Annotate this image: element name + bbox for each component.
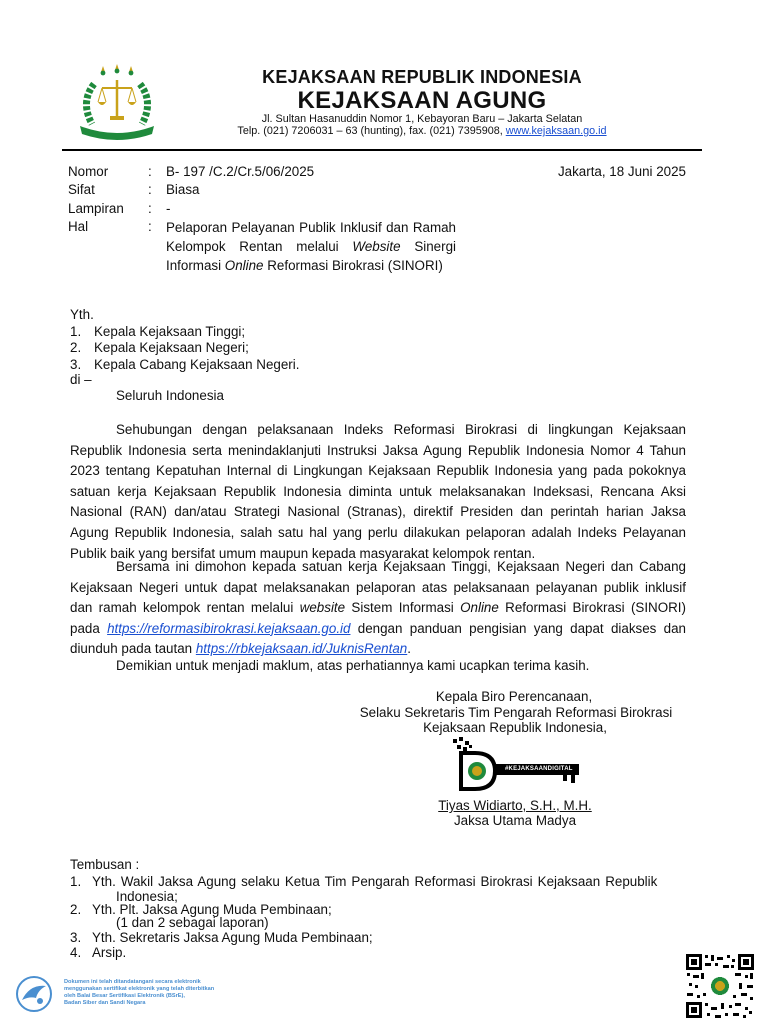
- tembusan-number: 4.: [70, 945, 82, 960]
- sifat-value: Biasa: [166, 182, 200, 197]
- website-link[interactable]: www.kejaksaan.go.id: [505, 125, 607, 137]
- di-label: di –: [70, 372, 92, 387]
- addressee-number: 1.: [70, 324, 82, 339]
- addressee-text: Kepala Cabang Kejaksaan Negeri.: [94, 357, 300, 372]
- letter-date: Jakarta, 18 Juni 2025: [557, 164, 686, 179]
- sinori-link[interactable]: https://reformasibirokrasi.kejaksaan.go.id: [107, 620, 351, 636]
- body-paragraph-2: [70, 557, 686, 660]
- tembusan-title: Tembusan :: [70, 857, 140, 872]
- bsre-text-line: Dokumen ini telah ditandatangani secara elektronik: [64, 979, 201, 985]
- tembusan-number: 3.: [70, 930, 82, 945]
- contact-phone-fax: Telp. (021) 7206031 – 63 (hunting), fax. (021) 7395908,: [237, 125, 506, 137]
- bsre-text-line: oleh Balai Besar Sertifikasi Elektronik (BSrE),: [64, 993, 185, 999]
- hal-text-italic: Website: [352, 239, 401, 254]
- tembusan-number: 2.: [70, 902, 82, 917]
- signature-title-3: Kejaksaan Republik Indonesia,: [423, 720, 607, 735]
- addressee-number: 3.: [70, 357, 82, 372]
- addressee-text: Kepala Kejaksaan Negeri;: [94, 340, 249, 355]
- addressee-text: Kepala Kejaksaan Tinggi;: [94, 324, 246, 339]
- nomor-label: Nomor: [68, 164, 109, 179]
- paragraph-text: Bersama ini dimohon kepada satuan kerja Kejaksaan Tinggi, Kejaksaan Negeri dan Cabang Kejaksaan Negeri untuk dapat melaksanakan pelaporan atas pelaksanaan pelayanan publik inklusif dan ramah kelompok rentan melalui: [70, 559, 686, 616]
- hal-text: Reformasi Birokrasi (SINORI): [263, 258, 443, 273]
- paragraph-text: Sehubungan dengan pelaksanaan Indeks Reformasi Birokrasi di lingkungan Kejaksaan Republik Indonesia serta menindaklanjuti Instruksi Jaksa Agung Republik Indonesia Nomor 4 Tahun 2023 tentang Kepatuhan Internal di Lingkungan Kejaksaan Republik Indonesia yang pada pokoknya satuan kerja Kejaksaan Republik Indonesia diminta untuk melaksanakan Indeksasi, Rencana Aksi Nasional (RAN) dan/atau Strategi Nasional (Stranas), direktif Presiden dan perintah harian Jaksa Agung Republik Indonesia, salah satu hal yang perlu dilakukan pelaporan adalah Indeks Pelayanan Publik baik yang bersifat umum maupun kepada masyarakat kelompok rentan.: [70, 422, 686, 561]
- nomor-value: B- 197 /C.2/Cr.5/06/2025: [166, 164, 315, 179]
- institution-contact: [200, 125, 644, 137]
- header-divider: [62, 149, 702, 151]
- tembusan-number: 1.: [70, 874, 82, 889]
- lampiran-label: Lampiran: [68, 201, 124, 216]
- kejaksaan-emblem: [72, 62, 162, 142]
- addressee-location: Seluruh Indonesia: [116, 388, 224, 403]
- verification-qr-code: [685, 953, 755, 1019]
- paragraph-text: dengan panduan pengisian yang dapat diakses dan diunduh pada tautan: [70, 620, 686, 657]
- tembusan-text: Yth. Sekretaris Jaksa Agung Muda Pembinaan;: [92, 930, 373, 945]
- signatory-name: Tiyas Widiarto, S.H., M.H.: [438, 798, 592, 813]
- colon: :: [148, 182, 152, 197]
- institution-address: Jl. Sultan Hasanuddin Nomor 1, Kebayoran Baru – Jakarta Selatan: [261, 113, 583, 125]
- tembusan-continuation: (1 dan 2 sebagai laporan): [116, 915, 269, 930]
- signatory-rank: Jaksa Utama Madya: [453, 813, 577, 828]
- hal-text: Pelaporan Pelayanan Publik Inklusif dan Ramah Kelompok Rentan melalui: [166, 220, 456, 254]
- paragraph-italic: Online: [460, 600, 499, 616]
- bsre-text-line: Badan Siber dan Sandi Negara: [64, 1000, 146, 1006]
- juknis-link[interactable]: https://rbkejaksaan.id/JuknisRentan: [195, 641, 408, 657]
- institution-name: KEJAKSAAN REPUBLIK INDONESIA: [262, 67, 582, 87]
- yth-label: Yth.: [70, 307, 94, 322]
- hal-text-italic: Online: [224, 258, 264, 273]
- tembusan-text: Yth. Plt. Jaksa Agung Muda Pembinaan;: [92, 902, 332, 917]
- hal-text: Sinergi Informasi: [166, 239, 457, 273]
- colon: :: [148, 164, 152, 179]
- lampiran-value: -: [166, 201, 171, 216]
- badge-text: #KEJAKSAANDIGITAL: [505, 766, 573, 772]
- paragraph-text: Sistem Informasi: [345, 600, 461, 616]
- addressee-number: 2.: [70, 340, 82, 355]
- sifat-label: Sifat: [68, 182, 95, 197]
- body-paragraph-1: [70, 420, 686, 564]
- tembusan-text: Yth. Wakil Jaksa Agung selaku Ketua Tim Pengarah Reformasi Birokrasi Kejaksaan Republik: [92, 874, 658, 889]
- tembusan-text: Arsip.: [92, 945, 127, 960]
- paragraph-italic: website: [299, 600, 346, 616]
- paragraph-text: Reformasi Birokrasi (SINORI) pada: [70, 600, 686, 636]
- signature-title-1: Kepala Biro Perencanaan,: [435, 689, 593, 704]
- colon: :: [148, 219, 152, 234]
- hal-subject: [166, 218, 456, 275]
- bsre-logo-icon: [12, 974, 58, 1014]
- tembusan-continuation: Indonesia;: [116, 889, 178, 904]
- digital-signature-badge: [453, 737, 583, 795]
- colon: :: [148, 201, 152, 216]
- paragraph-text: Demikian untuk menjadi maklum, atas perhatiannya kami ucapkan terima kasih.: [116, 658, 590, 673]
- bsre-text-line: menggunakan sertifikat elektronik yang telah diterbitkan: [64, 986, 215, 992]
- body-paragraph-3: [70, 656, 686, 677]
- bsre-notice: [64, 979, 244, 1007]
- institution-unit: KEJAKSAAN AGUNG: [297, 87, 547, 114]
- signature-title-2: Selaku Sekretaris Tim Pengarah Reformasi Birokrasi: [359, 705, 673, 720]
- hal-label: Hal: [68, 219, 89, 234]
- paragraph-text: .: [407, 641, 411, 657]
